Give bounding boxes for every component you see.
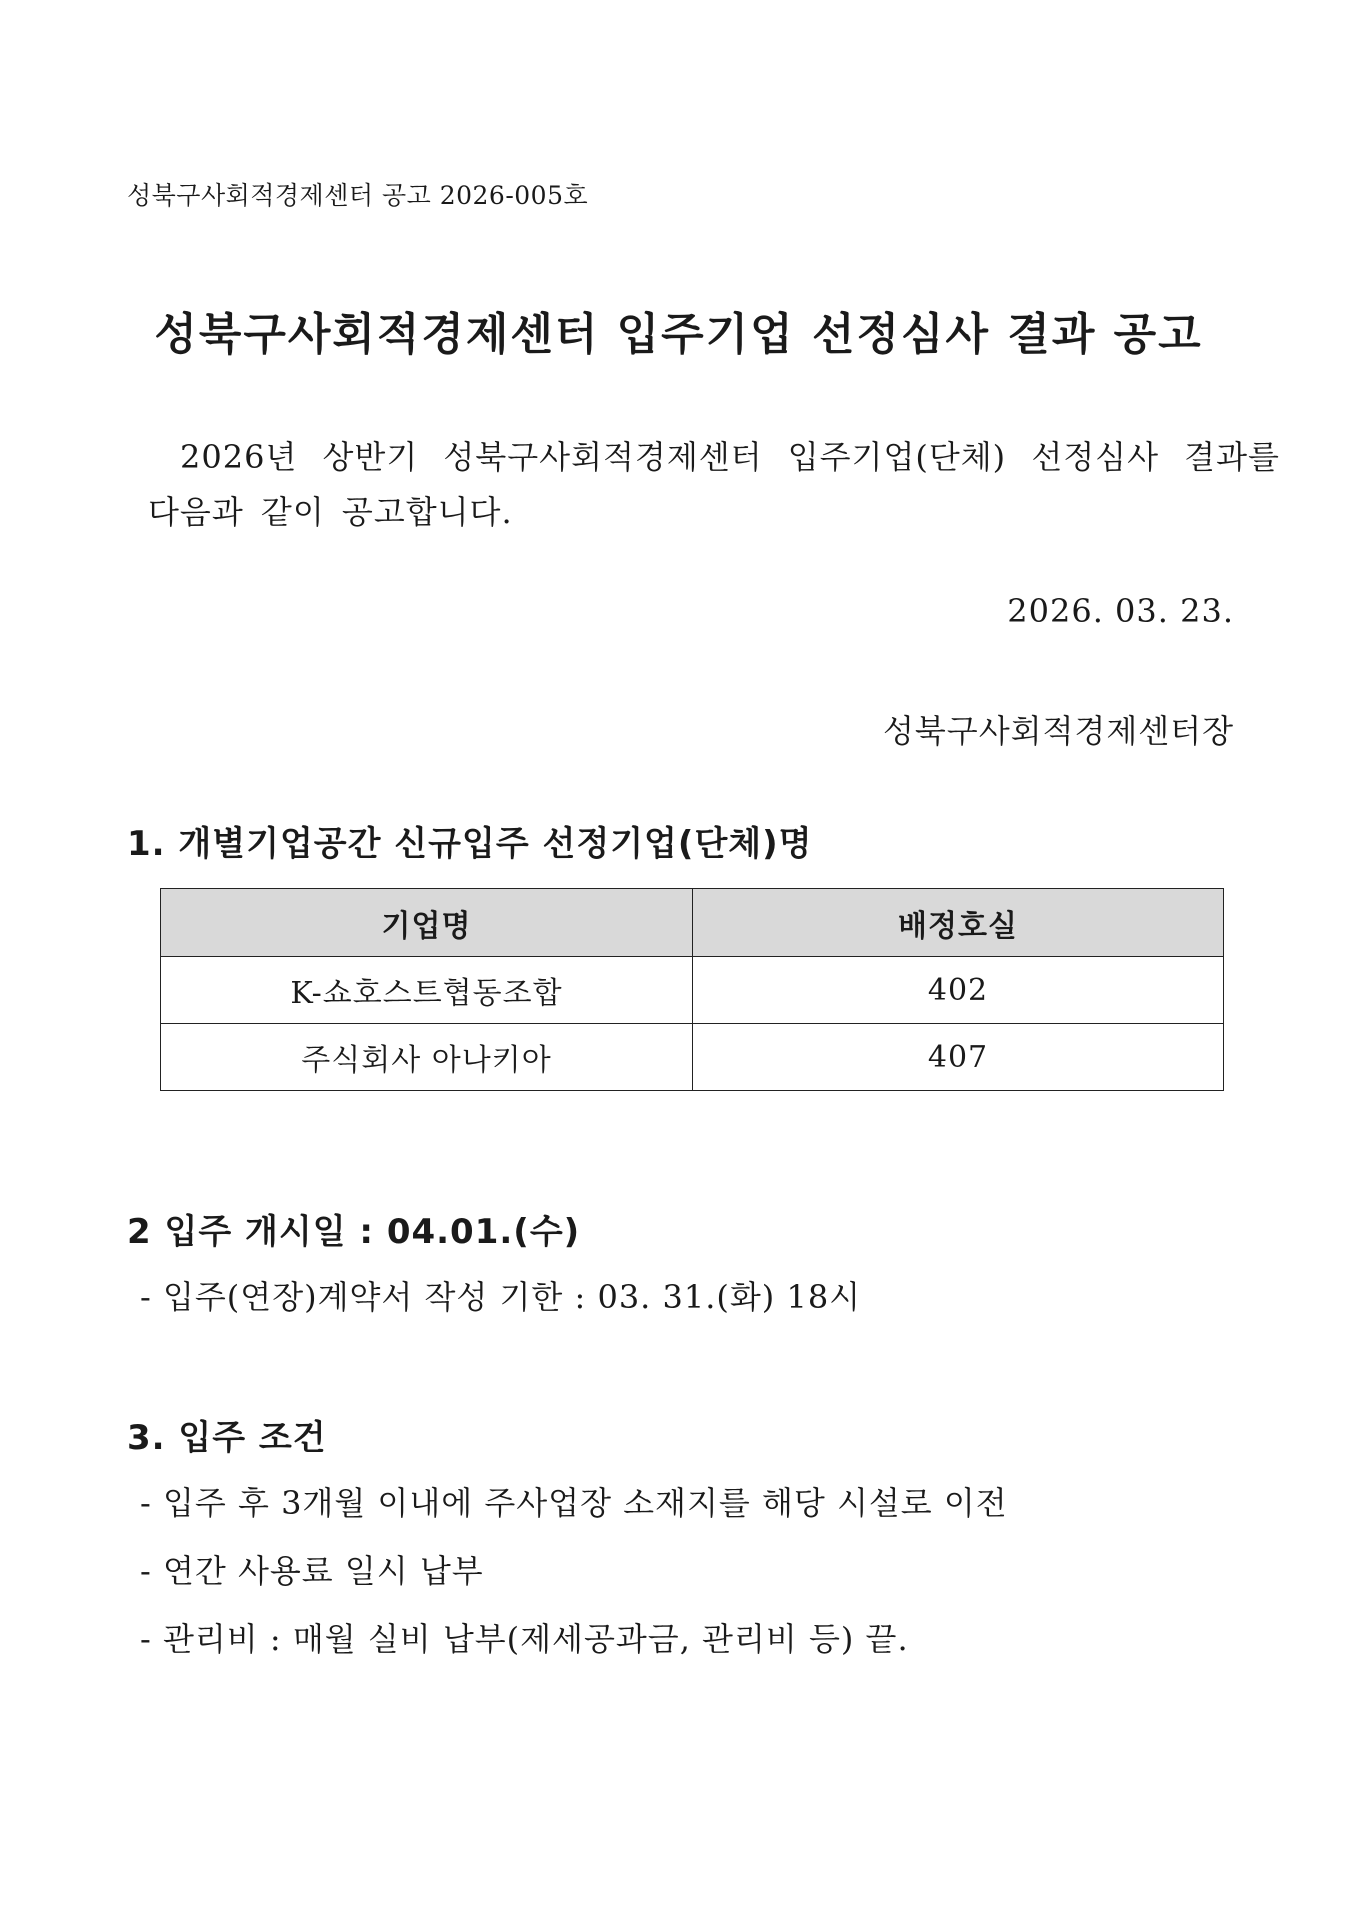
notice-number: 성북구사회적경제센터 공고 2026-005호 [127, 181, 589, 210]
list-item: - 관리비 : 매월 실비 납부(제세공과금, 관리비 등) 끝. [140, 1620, 909, 1658]
list-item: - 연간 사용료 일시 납부 [140, 1552, 484, 1590]
section-3-heading: 3. 입주 조건 [127, 1418, 327, 1458]
intro-line-1: 2026년 상반기 성북구사회적경제센터 입주기업(단체) 선정심사 결과를 [180, 438, 1280, 476]
table-row [161, 1024, 1224, 1091]
list-item: - 입주(연장)계약서 작성 기한 : 03. 31.(화) 18시 [140, 1278, 862, 1316]
header-company-name: 기업명 [161, 889, 693, 957]
selected-companies-table [160, 888, 1224, 1091]
issuer: 성북구사회적경제센터장 [882, 712, 1234, 750]
document-title: 성북구사회적경제센터 입주기업 선정심사 결과 공고 [154, 309, 1203, 360]
section-1-heading: 1. 개별기업공간 신규입주 선정기업(단체)명 [127, 824, 813, 864]
intro-line-2: 다음과 같이 공고합니다. [148, 493, 513, 531]
table-header-row [161, 889, 1224, 957]
room-cell: 407 [693, 1024, 1224, 1091]
header-room: 배정호실 [693, 889, 1224, 957]
room-cell: 402 [693, 957, 1224, 1024]
section-2-heading: 2 입주 개시일 : 04.01.(수) [127, 1212, 581, 1252]
company-name-cell: K-쇼호스트협동조합 [161, 957, 693, 1024]
list-item: - 입주 후 3개월 이내에 주사업장 소재지를 해당 시설로 이전 [140, 1484, 1008, 1522]
table-row [161, 957, 1224, 1024]
announcement-date: 2026. 03. 23. [1007, 592, 1234, 630]
company-name-cell: 주식회사 아나키아 [161, 1024, 693, 1091]
